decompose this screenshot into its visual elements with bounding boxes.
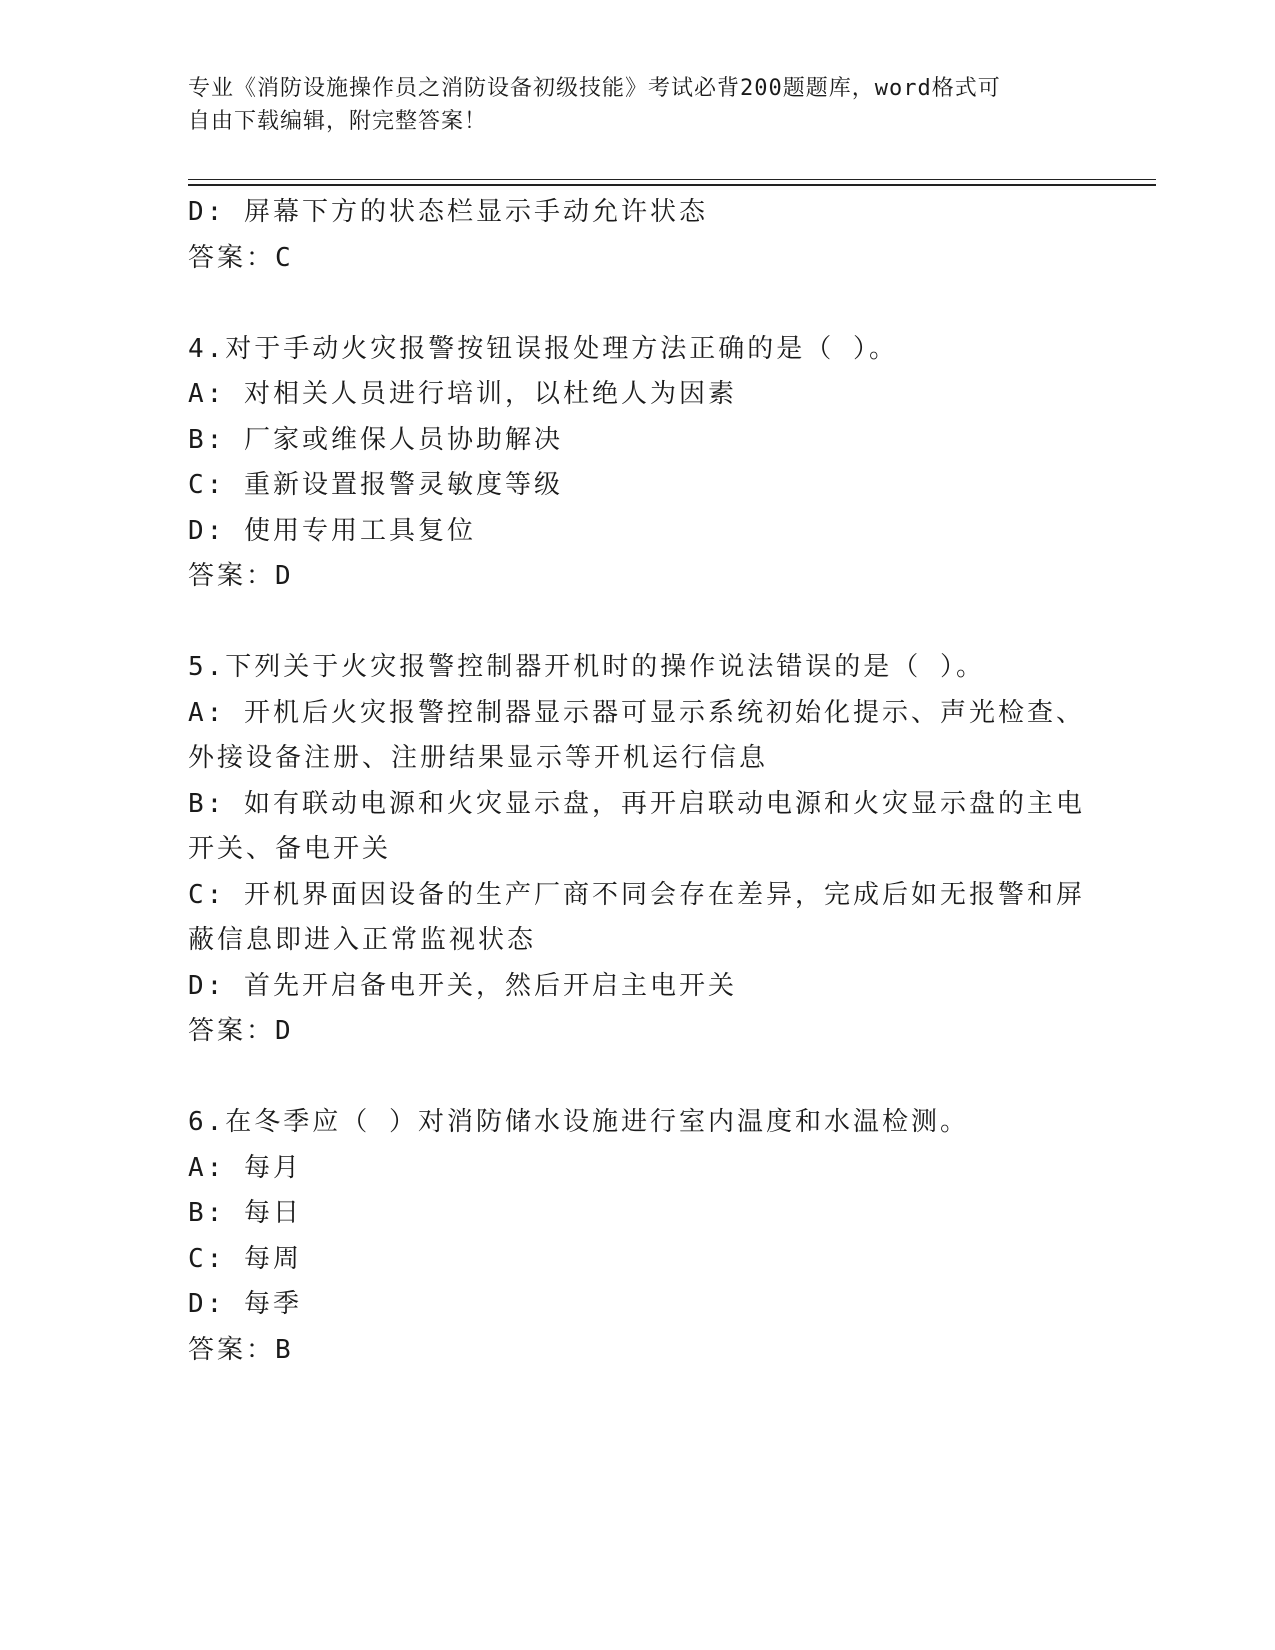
question-4-option-d: D: 使用专用工具复位 [188,515,476,546]
question-6-option-b: B: 每日 [188,1198,302,1228]
question-5-option-a-cont: 外接设备注册、注册结果显示等开机运行信息 [188,743,769,773]
question-4-answer [188,554,1088,600]
question-3-option-d: D: 屏幕下方的状态栏显示手动允许状态 [188,197,708,227]
answer-value: B [275,1334,294,1365]
question-6-option-c: C: 每周 [188,1243,302,1274]
question-4-option-c: C: 重新设置报警灵敏度等级 [188,470,563,500]
question-6-option-a: A: 每月 [188,1152,302,1183]
question-6-stem: 6.在冬季应（ ）对消防储水设施进行室内温度和水温检测。 [188,1107,969,1137]
question-4-option-a: A: 对相关人员进行培训，以杜绝人为因素 [188,379,737,409]
header-title-line-2: 自由下载编辑，附完整答案！ [188,109,488,134]
answer-value: C [275,242,294,273]
question-4-stem: 4.对于手动火灾报警按钮误报处理方法正确的是（ ）。 [188,333,898,364]
question-6-option-d: D: 每季 [188,1289,302,1319]
spacer [188,281,1088,327]
question-3-answer [188,236,1088,282]
question-5-option-a: A: 开机后火灾报警控制器显示器可显示系统初始化提示、声光检查、 [188,697,1085,728]
question-content [188,190,1088,1373]
question-5-stem: 5.下列关于火灾报警控制器开机时的操作说法错误的是（ ）。 [188,652,985,682]
question-4-option-b: B: 厂家或维保人员协助解决 [188,424,563,455]
question-5-option-d: D: 首先开启备电开关，然后开启主电开关 [188,970,737,1001]
spacer [188,1055,1088,1101]
question-5-option-b-cont: 开关、备电开关 [188,834,392,864]
header-title-line-1: 专业《消防设施操作员之消防设备初级技能》考试必背200题题库，word格式可 [188,76,1001,101]
answer-value: D [275,561,294,591]
question-5-answer [188,1009,1088,1055]
question-5-option-c: C: 开机界面因设备的生产厂商不同会存在差异，完成后如无报警和屏 [188,879,1085,910]
answer-label: 答案： [188,561,276,591]
header-rule-thin [188,179,1156,180]
answer-label: 答案： [188,1016,276,1046]
question-5-option-b: B: 如有联动电源和火灾显示盘，再开启联动电源和火灾显示盘的主电 [188,788,1085,819]
spacer [188,600,1088,646]
answer-value: D [275,1016,294,1046]
header-rule-thick [188,184,1156,186]
answer-label: 答案： [188,1334,276,1365]
document-header [188,72,1068,138]
question-6-answer [188,1328,1088,1374]
question-5-option-c-cont: 蔽信息即进入正常监视状态 [188,925,537,955]
answer-label: 答案： [188,242,276,273]
